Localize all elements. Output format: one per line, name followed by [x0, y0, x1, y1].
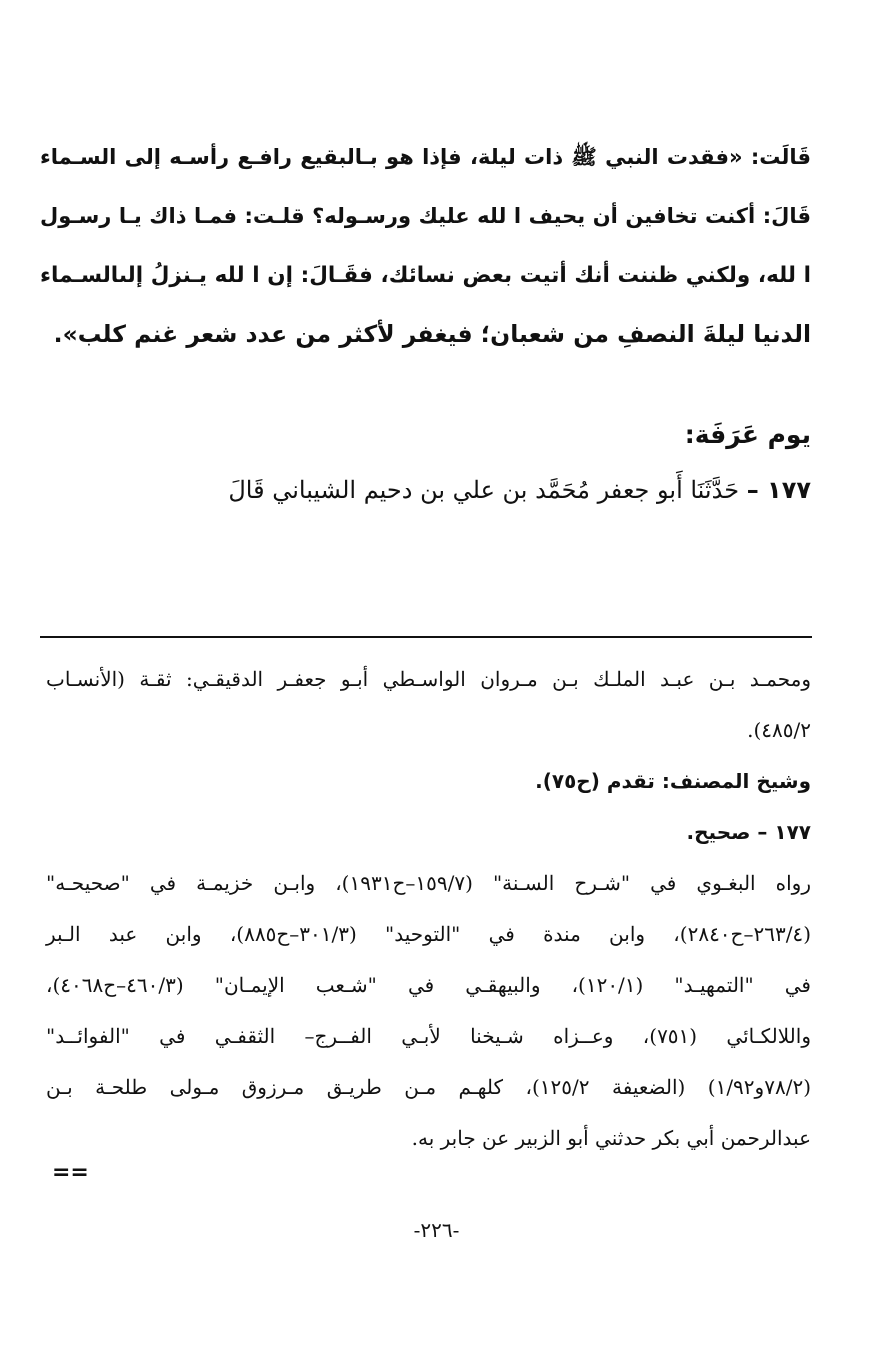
hadith-text: حَدَّثَنَا أَبو جعفر مُحَمَّد بن علي بن دحيم الشيباني قَالَ [228, 476, 740, 504]
footnote-line: عبدالرحمن أبي بكر حدثني أبو الزبير عن جابر به. [411, 1126, 811, 1150]
footnote-line: رواه البغـوي في "شـرح السـنة" (١٥٩/٧–ح١٩٣١)، وابـن خزيمـة في "صحيحـه" [46, 871, 812, 895]
hadith-number: ١٧٧ – [746, 476, 811, 504]
main-text-line: قَالَ: أكنت تخافين أن يحيف ا لله عليك ورسـوله؟ قلـت: فمـا ذاك يـا رسـول [40, 204, 811, 228]
page-number: -٢٢٦- [413, 1218, 460, 1242]
footnotes-block [46, 654, 811, 1164]
main-text-block [40, 128, 811, 364]
footnote-line: (٢٦٣/٤–ح٢٨٤٠)، وابن مندة في "التوحيد" (٣٠١/٣–ح٨٨٥)، وابن عبد الـبر [46, 922, 811, 946]
footnote-line: ٤٨٥/٢). [747, 718, 811, 742]
hadith-line [180, 476, 811, 504]
end-mark: == [52, 1160, 89, 1185]
main-text-line: ا لله، ولكني ظننت أنك أتيت بعض نسائك، فقَـالَ: إن ا لله يـنزلُ إلىالسـماء [40, 263, 811, 288]
footnote-line: ومحمـد بـن عبـد الملـك بـن مـروان الواسـطي أبـو جعفـر الدقيقـي: ثقـة (الأنسـاب [46, 667, 811, 691]
main-text-line: قَالَت: «فقدت النبي ﷺ ذات ليلة، فإذا هو بـالبقيع رافـع رأسـه إلى السـماء [40, 145, 811, 169]
footnote-line: واللالكـائي (٧٥١)، وعــزاه شـيخنا لأبـي الفــرج– الثقفـي في "الفوائــد" [46, 1024, 811, 1048]
footnote-line: ١٧٧ – صحيح. [686, 820, 811, 844]
main-text-line: الدنيا ليلةَ النصفِ من شعبان؛ فيغفر لأكثر من عدد شعر غنم كلب». [53, 320, 811, 348]
footnote-separator [40, 636, 812, 638]
footnote-line: وشيخ المصنف: تقدم (ح٧٥). [535, 769, 811, 793]
footnote-line: في "التمهيـد" (١٢٠/١)، والبيهقـي في "شـعب الإيمـان" (٤٦٠/٣–ح٤٠٦٨)، [46, 973, 811, 997]
section-heading: يوم عَرَفَة: [684, 420, 811, 449]
footnote-line: (٧٨/٢و١/٩٢) (الضعيفة ١٢٥/٢)، كلهـم مـن طريـق مـرزوق مـولى طلحـة بـن [46, 1075, 811, 1099]
